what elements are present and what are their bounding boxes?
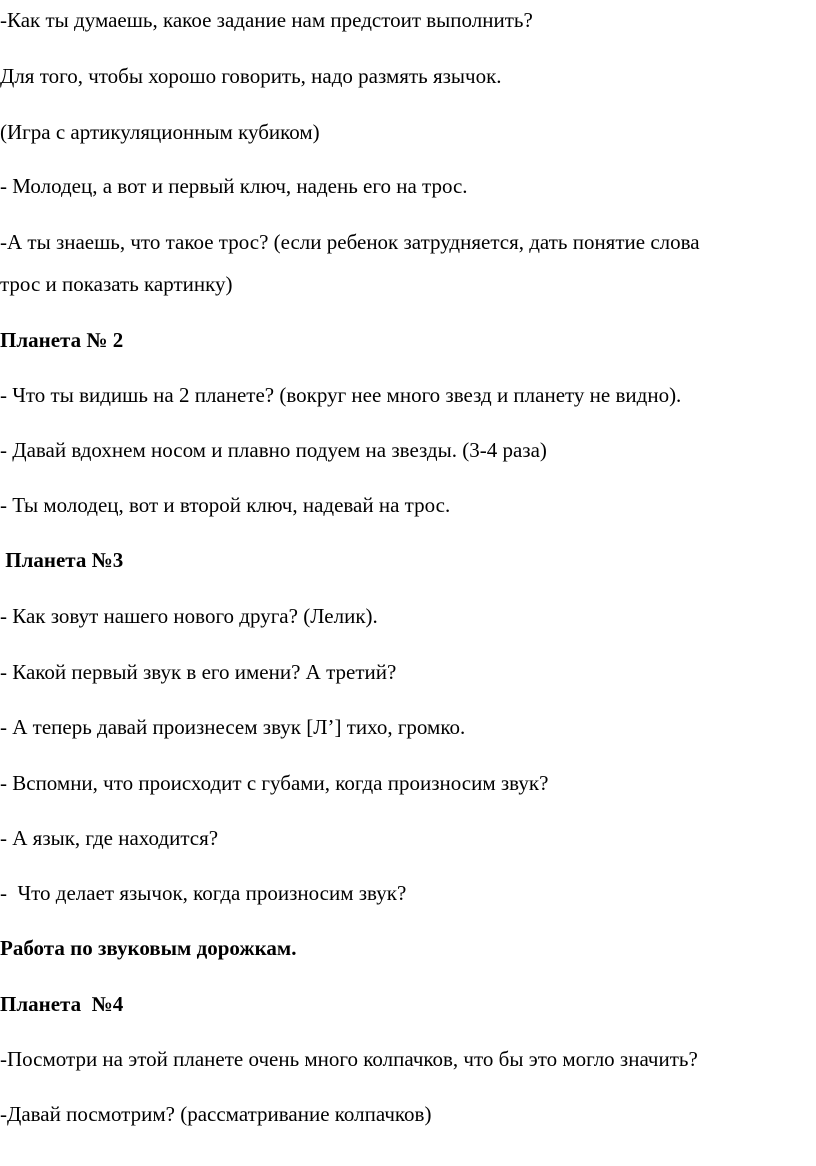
text-line: - Давай вдохнем носом и плавно подуем на звезды. (3-4 раза) — [0, 438, 547, 462]
section-heading: Планета №3 — [0, 548, 124, 572]
text-line: - А теперь давай произнесем звук [Л’] тихо, громко. — [0, 715, 466, 739]
text-line: - Вспомни, что происходит с губами, когда произносим звук? — [0, 771, 549, 795]
text-line: Для того, чтобы хорошо говорить, надо размять язычок. — [0, 64, 502, 88]
text-line: - Молодец, а вот и первый ключ, надень его на трос. — [0, 174, 468, 198]
text-line: - Как зовут нашего нового друга? (Лелик). — [0, 604, 378, 628]
text-line: трос и показать картинку) — [0, 272, 233, 296]
text-line: -Как ты думаешь, какое задание нам предстоит выполнить? — [0, 8, 533, 32]
text-line: - Что ты видишь на 2 планете? (вокруг нее много звезд и планету не видно). — [0, 383, 682, 407]
text-line: -А ты знаешь, что такое трос? (если ребенок затрудняется, дать понятие слова — [0, 230, 700, 254]
text-line: -Посмотри на этой планете очень много колпачков, что бы это могло значить? — [0, 1047, 698, 1071]
text-line: - Ты молодец, вот и второй ключ, надевай на трос. — [0, 493, 451, 517]
section-heading: Планета № 2 — [0, 328, 124, 352]
section-heading: Работа по звуковым дорожкам. — [0, 936, 297, 960]
text-line: - А язык, где находится? — [0, 826, 219, 850]
section-heading: Планета №4 — [0, 992, 124, 1016]
text-line: (Игра с артикуляционным кубиком) — [0, 120, 320, 144]
text-line: - Что делает язычок, когда произносим звук? — [0, 881, 407, 905]
text-line: - Какой первый звук в его имени? А третий? — [0, 660, 397, 684]
text-line: -Давай посмотрим? (рассматривание колпачков) — [0, 1102, 432, 1126]
